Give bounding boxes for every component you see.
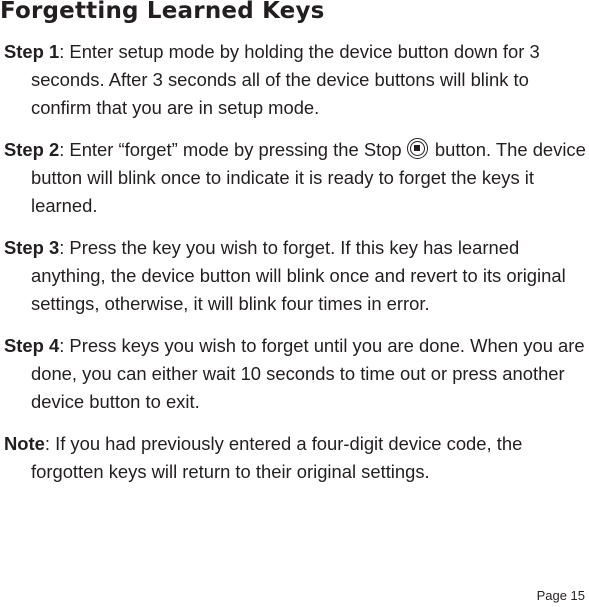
step-4-label: Step 4 bbox=[4, 335, 60, 356]
note bbox=[4, 430, 589, 486]
step-1-label: Step 1 bbox=[4, 41, 60, 62]
page-title: Forgetting Learned Keys bbox=[0, 0, 325, 24]
step-3 bbox=[4, 234, 589, 318]
page-number: Page 15 bbox=[536, 588, 585, 603]
instruction-list bbox=[4, 38, 589, 500]
note-label: Note bbox=[4, 433, 45, 454]
step-2-label: Step 2 bbox=[4, 139, 60, 160]
step-4 bbox=[4, 332, 589, 416]
note-text: : If you had previously entered a four-digit device code, the forgotten keys will return to their original settings. bbox=[31, 433, 523, 482]
stop-button-icon bbox=[407, 138, 428, 159]
step-3-label: Step 3 bbox=[4, 237, 60, 258]
step-2-text-before: : Enter “forget” mode by pressing the Stop bbox=[59, 139, 407, 160]
step-1-text: : Enter setup mode by holding the device button down for 3 seconds. After 3 seconds all of the device buttons will blink to confirm that you are in setup mode. bbox=[31, 41, 540, 118]
step-2-text-after: button. The device button will blink once to indicate it is ready to forget the keys it learned. bbox=[31, 139, 586, 216]
step-4-text: : Press keys you wish to forget until you are done. When you are done, you can either wait 10 seconds to time out or press another device button to exit. bbox=[31, 335, 585, 412]
step-2 bbox=[4, 136, 589, 220]
step-3-text: : Press the key you wish to forget. If this key has learned anything, the device button will blink once and revert to its original settings, otherwise, it will blink four times in error. bbox=[31, 237, 566, 314]
step-1 bbox=[4, 38, 589, 122]
